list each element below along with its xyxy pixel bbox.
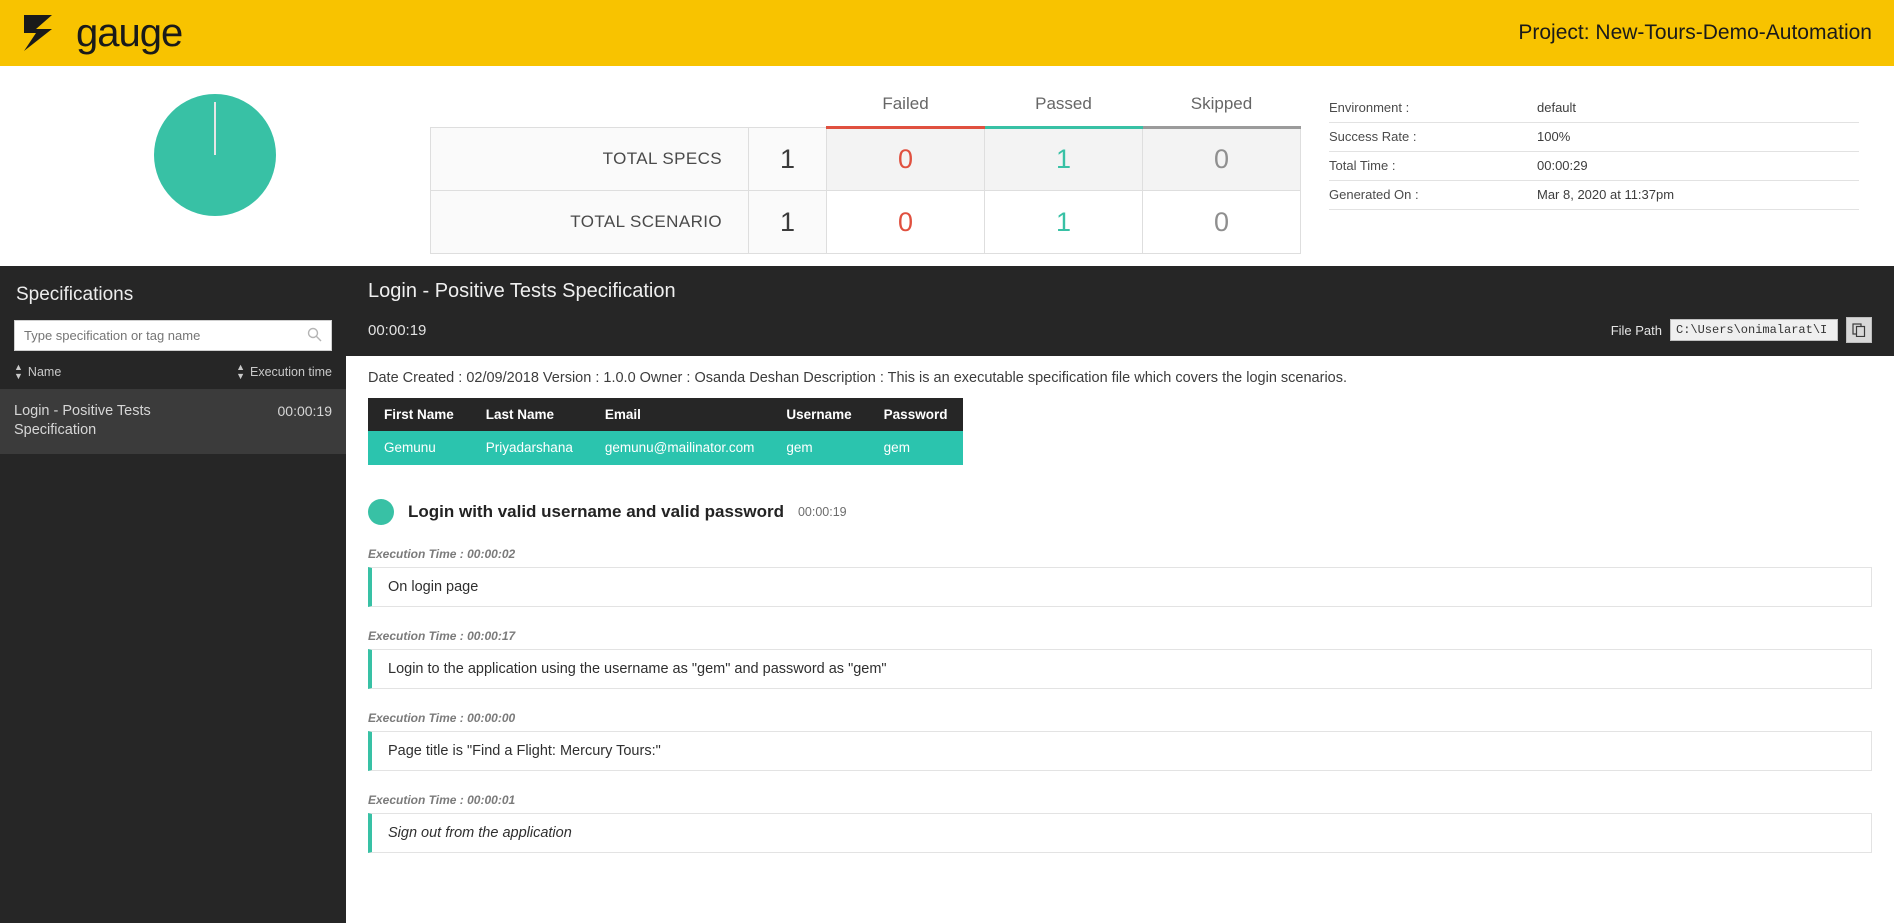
table-row [431, 191, 1301, 254]
meta-row-generated-on [1329, 181, 1859, 210]
cell-password: gem [868, 431, 964, 465]
spec-duration: 00:00:19 [368, 321, 427, 339]
step-row[interactable]: Login to the application using the username as "gem" and password as "gem" [368, 649, 1872, 689]
meta-key: Generated On : [1329, 187, 1419, 202]
row-label-total-specs: TOTAL SPECS [431, 128, 749, 191]
filepath-label: File Path [1610, 322, 1662, 338]
page-title: Login - Positive Tests Specification [368, 280, 676, 302]
col-email: Email [589, 398, 771, 431]
sidebar [0, 266, 346, 923]
meta-row-total-time [1329, 152, 1859, 181]
sort-arrows-icon: ▲ ▼ [14, 362, 23, 381]
sort-name-label: Name [27, 365, 62, 379]
spec-name: Login - Positive Tests Specification [14, 403, 151, 438]
meta-key: Total Time : [1329, 158, 1396, 173]
total-specs-passed: 1 [985, 128, 1143, 191]
sort-by-execution-time[interactable] [236, 363, 332, 381]
cell-last-name: Priyadarshana [470, 431, 589, 465]
spec-time: 00:00:19 [277, 403, 332, 419]
search-input[interactable] [14, 320, 332, 351]
spec-content [346, 356, 1894, 853]
sidebar-title: Specifications [16, 284, 134, 305]
stats-header-failed: Failed [882, 94, 929, 113]
cell-first-name: Gemunu [368, 431, 470, 465]
meta-key: Environment : [1329, 100, 1410, 115]
step-row[interactable]: Sign out from the application [368, 813, 1872, 853]
logo-text: gauge [76, 10, 183, 55]
stats-header-skipped: Skipped [1190, 94, 1253, 113]
scenario-time: 00:00:19 [797, 505, 847, 519]
step-block [368, 547, 1872, 607]
search-wrap [0, 320, 346, 351]
sort-arrows-icon: ▲ ▼ [236, 362, 246, 381]
step-exec-time: Execution Time : 00:00:17 [368, 629, 516, 643]
spec-header [346, 266, 1894, 356]
scenario-header[interactable] [368, 499, 1872, 525]
step-block [368, 629, 1872, 689]
donut-needle [214, 102, 216, 155]
step-exec-time: Execution Time : 00:00:01 [368, 793, 516, 807]
step-exec-time: Execution Time : 00:00:00 [368, 711, 516, 725]
meta-row-success-rate [1329, 123, 1859, 152]
table-header-row [368, 398, 963, 431]
meta-value: 00:00:29 [1537, 158, 1588, 173]
project-title: Project: New-Tours-Demo-Automation [1518, 21, 1872, 44]
meta-value: default [1537, 100, 1577, 115]
step-block [368, 711, 1872, 771]
total-specs-count: 1 [749, 128, 827, 191]
table-row [368, 431, 963, 465]
total-scenario-count: 1 [749, 191, 827, 254]
cell-username: gem [770, 431, 867, 465]
filepath-value[interactable]: C:\Users\onimalarat\I [1670, 319, 1838, 341]
table-row [431, 128, 1301, 191]
gauge-logo-icon [22, 11, 66, 55]
spec-header-row2 [368, 317, 1872, 343]
copy-icon[interactable] [1846, 317, 1872, 343]
stats-blank-header [431, 88, 749, 128]
cell-email: gemunu@mailinator.com [589, 431, 771, 465]
total-scenario-skipped: 0 [1143, 191, 1301, 254]
meta-value: 100% [1537, 129, 1571, 144]
search-icon[interactable] [307, 327, 322, 342]
stats-total-header [749, 88, 827, 128]
total-scenario-passed: 1 [985, 191, 1143, 254]
col-first-name: First Name [368, 398, 470, 431]
run-metadata [1329, 94, 1859, 210]
pie-chart-donut [154, 94, 276, 216]
step-row[interactable]: On login page [368, 567, 1872, 607]
scenario-title: Login with valid username and valid password [408, 502, 784, 521]
body [0, 266, 1894, 923]
total-specs-skipped: 0 [1143, 128, 1301, 191]
sort-bar [0, 351, 346, 390]
main-panel [346, 266, 1894, 923]
total-scenario-failed: 0 [827, 191, 985, 254]
row-label-total-scenario: TOTAL SCENARIO [431, 191, 749, 254]
total-specs-failed: 0 [827, 128, 985, 191]
sidebar-item-spec[interactable] [0, 390, 346, 454]
spec-metadata-text: Date Created : 02/09/2018 Version : 1.0.0 Owner : Osanda Deshan Description : This is an executable specification file which covers the login scenarios. [368, 370, 1348, 386]
logo[interactable] [22, 11, 182, 56]
filepath-wrap [1611, 317, 1872, 343]
sort-by-name[interactable] [14, 363, 61, 381]
sort-execution-time-label: Execution time [250, 365, 332, 379]
col-last-name: Last Name [470, 398, 589, 431]
spec-data-table [368, 398, 963, 465]
app-header [0, 0, 1894, 66]
summary-band [0, 66, 1894, 266]
stats-header-passed: Passed [1035, 94, 1092, 113]
col-username: Username [770, 398, 867, 431]
step-block [368, 793, 1872, 853]
stats-table [430, 88, 1301, 254]
step-exec-time: Execution Time : 00:00:02 [368, 547, 516, 561]
step-row[interactable]: Page title is "Find a Flight: Mercury Tours:" [368, 731, 1872, 771]
passed-status-dot-icon [368, 499, 394, 525]
meta-key: Success Rate : [1329, 129, 1417, 144]
donut-wrap [0, 66, 430, 216]
meta-value: Mar 8, 2020 at 11:37pm [1537, 187, 1675, 202]
meta-row-environment [1329, 94, 1859, 123]
col-password: Password [868, 398, 964, 431]
